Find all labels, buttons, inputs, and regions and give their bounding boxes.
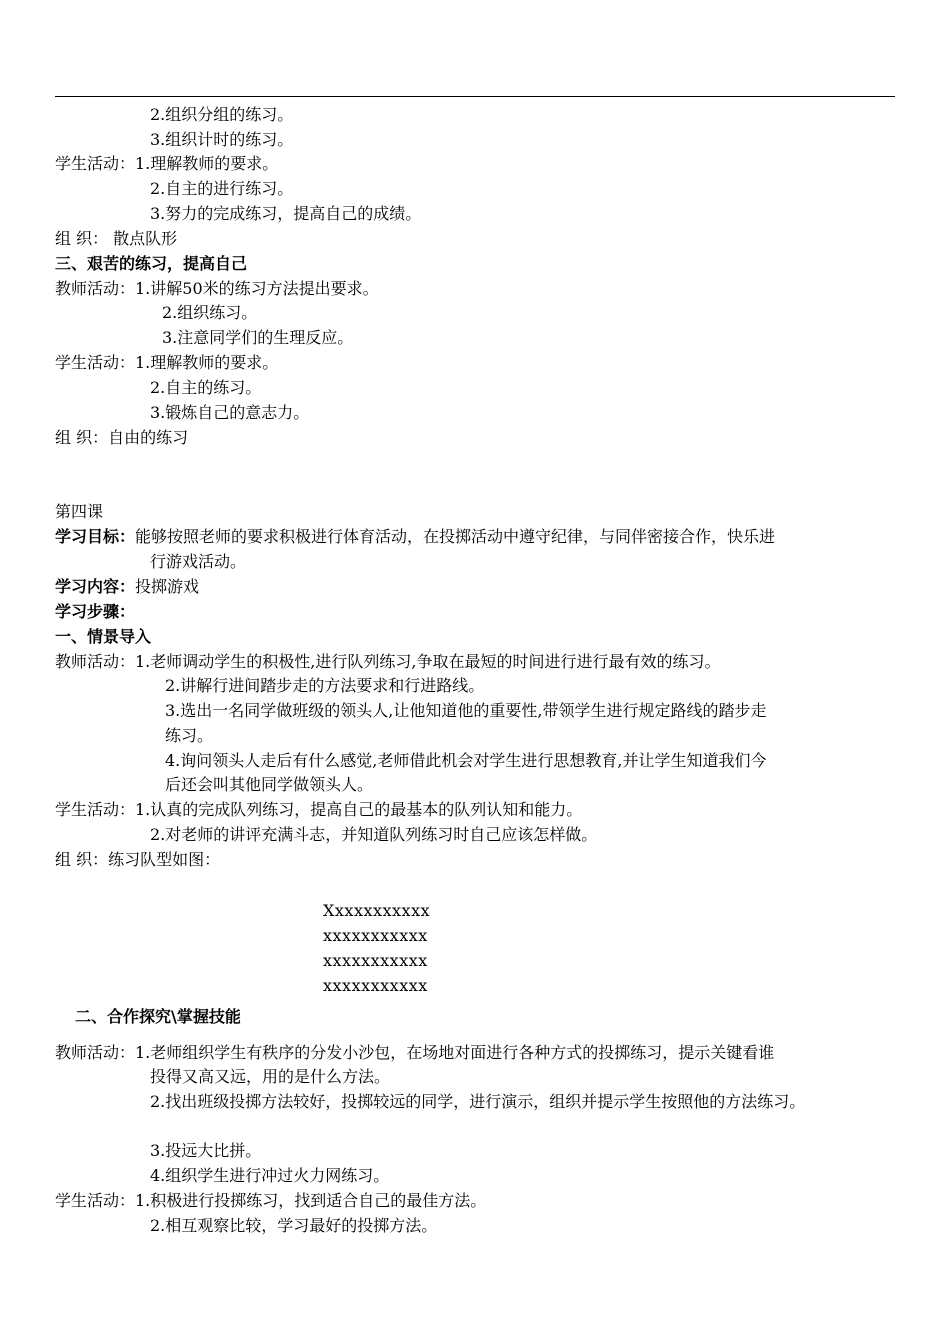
heading-text: 学习目标：	[55, 527, 136, 546]
body-text: 后还会叫其他同学做领头人。	[165, 775, 374, 794]
text-line	[150, 128, 293, 152]
text-line	[323, 924, 428, 948]
header-rule	[55, 96, 895, 97]
body-text: 学生活动：1.理解教师的要求。	[55, 353, 279, 372]
text-line	[165, 773, 373, 797]
body-text: 2.组织分组的练习。	[150, 105, 294, 124]
text-line	[150, 1065, 390, 1089]
text-line	[55, 575, 199, 599]
text-line	[55, 227, 177, 251]
text-line	[75, 1005, 241, 1029]
text-line	[150, 1090, 805, 1114]
body-text: xxxxxxxxxxx	[323, 976, 428, 995]
body-text: 2.自主的练习。	[150, 378, 262, 397]
text-line	[55, 1189, 486, 1213]
text-line	[55, 277, 379, 301]
body-text: xxxxxxxxxxx	[323, 926, 428, 945]
body-text: 3.努力的完成练习，提高自己的成绩。	[150, 204, 422, 223]
text-line	[55, 252, 247, 276]
body-text: 2.组织练习。	[162, 303, 258, 322]
body-text: 教师活动：1.老师调动学生的积极性,进行队列练习,争取在最短的时间进行进行最有效的练习。	[55, 652, 721, 671]
body-text: 组 织：练习队型如图：	[55, 850, 221, 869]
text-line	[150, 177, 293, 201]
text-line	[55, 1041, 774, 1065]
text-line	[55, 600, 135, 624]
body-text: 2.自主的进行练习。	[150, 179, 294, 198]
text-line	[150, 550, 246, 574]
body-text: 4.询问领头人走后有什么感觉,老师借此机会对学生进行思想教育,并让学生知道我们今	[165, 751, 767, 770]
body-text: Xxxxxxxxxxx	[323, 901, 431, 920]
heading-text: 三、艰苦的练习，提高自己	[55, 254, 248, 273]
body-text: 学生活动：1.认真的完成队列练习，提高自己的最基本的队列认知和能力。	[55, 800, 583, 819]
body-text: xxxxxxxxxxx	[323, 951, 428, 970]
body-text: 教师活动：1.老师组织学生有秩序的分发小沙包，在场地对面进行各种方式的投掷练习，提示关键看谁	[55, 1043, 775, 1062]
text-line	[162, 301, 257, 325]
body-text: 3.投远大比拼。	[150, 1141, 262, 1160]
body-text: 组 织：自由的练习	[55, 428, 189, 447]
body-text: 4.组织学生进行冲过火力网练习。	[150, 1166, 390, 1185]
text-line	[55, 500, 103, 524]
heading-text: 学习步骤：	[55, 602, 136, 621]
text-line	[55, 152, 278, 176]
body-text: 练习。	[165, 726, 214, 745]
body-text: 2.找出班级投掷方法较好，投掷较远的同学，进行演示，组织并提示学生按照他的方法练习。	[150, 1092, 806, 1111]
text-line	[150, 1214, 437, 1238]
body-text: 3.锻炼自己的意志力。	[150, 403, 310, 422]
heading-text: 二、合作探究\掌握技能	[75, 1007, 241, 1026]
text-line	[323, 949, 428, 973]
text-line	[55, 798, 582, 822]
body-text: 3.选出一名同学做班级的领头人,让他知道他的重要性,带领学生进行规定路线的踏步走	[165, 701, 767, 720]
body-text: 投得又高又远，用的是什么方法。	[150, 1067, 391, 1086]
text-line	[55, 426, 188, 450]
body-text: 第四课	[55, 502, 104, 521]
text-line	[323, 974, 428, 998]
text-line	[150, 103, 293, 127]
text-line	[55, 351, 278, 375]
body-text: 能够按照老师的要求积极进行体育活动，在投掷活动中遵守纪律，与同伴密接合作，快乐进	[135, 527, 776, 546]
body-text: 学生活动：1.理解教师的要求。	[55, 154, 279, 173]
body-text: 2.相互观察比较，学习最好的投掷方法。	[150, 1216, 438, 1235]
body-text: 行游戏活动。	[150, 552, 247, 571]
text-line	[150, 823, 597, 847]
heading-text: 学习内容：	[55, 577, 136, 596]
text-line	[150, 401, 309, 425]
text-line	[162, 326, 353, 350]
text-line	[55, 525, 775, 549]
body-text: 组 织： 散点队形	[55, 229, 178, 248]
text-line	[165, 749, 766, 773]
body-text: 2.讲解行进间踏步走的方法要求和行进路线。	[165, 676, 485, 695]
body-text: 学生活动：1.积极进行投掷练习，找到适合自己的最佳方法。	[55, 1191, 487, 1210]
text-line	[150, 1139, 261, 1163]
text-line	[150, 376, 261, 400]
heading-text: 一、情景导入	[55, 627, 152, 646]
body-text: 教师活动：1.讲解50米的练习方法提出要求。	[55, 279, 379, 298]
text-line	[150, 1164, 389, 1188]
text-line	[165, 724, 213, 748]
text-line	[55, 650, 720, 674]
text-line	[55, 625, 151, 649]
body-text: 2.对老师的讲评充满斗志，并知道队列练习时自己应该怎样做。	[150, 825, 598, 844]
body-text: 3.组织计时的练习。	[150, 130, 294, 149]
body-text: 投掷游戏	[135, 577, 200, 596]
text-line	[55, 848, 220, 872]
text-line	[165, 699, 766, 723]
text-line	[150, 202, 421, 226]
body-text: 3.注意同学们的生理反应。	[162, 328, 354, 347]
text-line	[323, 899, 430, 923]
text-line	[165, 674, 484, 698]
